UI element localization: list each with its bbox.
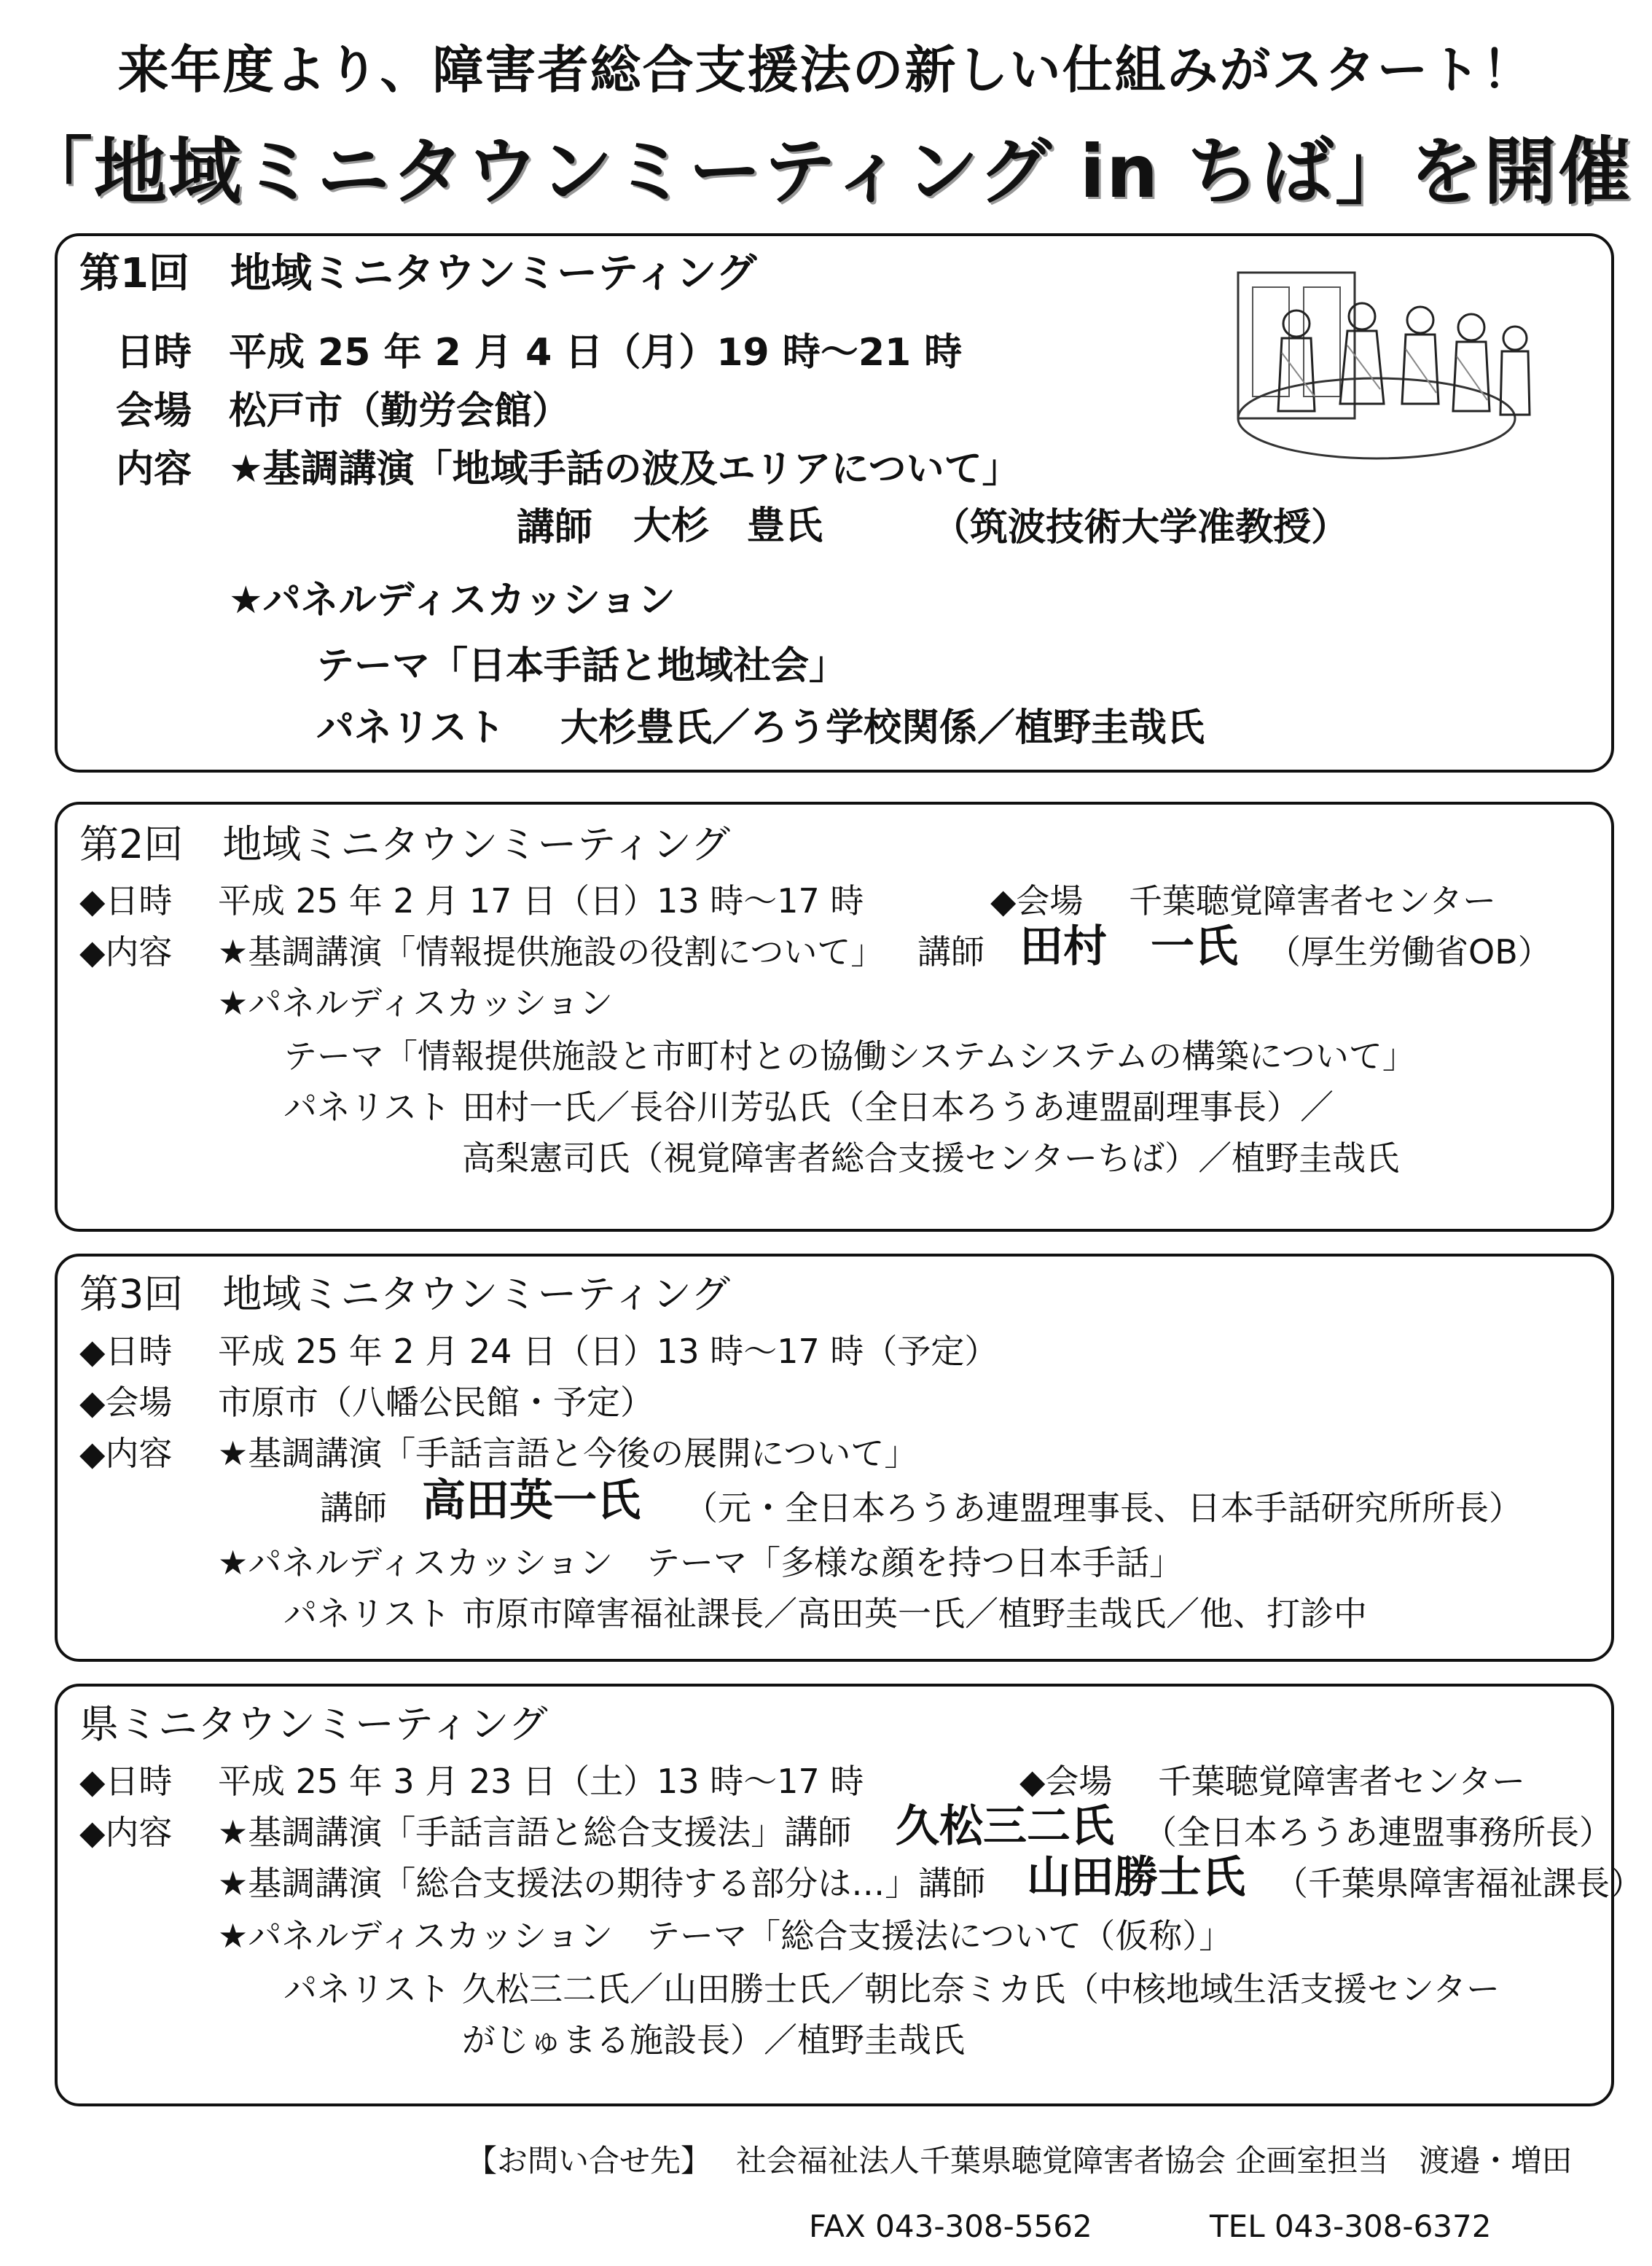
meeting-2-date: 平成 25 年 2 月 17 日（日）13 時～17 時 — [218, 881, 864, 921]
meeting-1-content-label: 内容 — [116, 448, 192, 491]
meeting-3-panelists: 市原市障害福祉課長／高田英一氏／植野圭哉氏／他、打診中 — [462, 1594, 1367, 1633]
meeting-1-box — [55, 233, 1614, 773]
meeting-4-date: 平成 25 年 3 月 23 日（土）13 時～17 時 — [218, 1762, 864, 1801]
meeting-2-panelists-2: 高梨憲司氏（視覚障害者総合支援センターちば）／植野圭哉氏 — [462, 1138, 1400, 1178]
meeting-4-keynote-1: ★基調講演「手話言語と総合支援法」講師 — [218, 1813, 852, 1852]
meeting-1-panel: ★パネルディスカッション — [229, 579, 676, 622]
meeting-2-lecturer-label: 講師 — [917, 932, 984, 972]
meeting-2-venue-label: ◆会場 — [990, 881, 1084, 921]
meeting-1-venue-label: 会場 — [116, 389, 192, 433]
meeting-3-date-label: ◆日時 — [79, 1332, 173, 1371]
meeting-1-date: 平成 25 年 2 月 4 日（月）19 時～21 時 — [229, 331, 963, 375]
meeting-2-panel: ★パネルディスカッション — [218, 983, 614, 1023]
meeting-3-box — [55, 1254, 1614, 1662]
meeting-4-lecturer-1-name: 久松三二氏 — [896, 1801, 1114, 1852]
meeting-2-content-label: ◆内容 — [79, 932, 173, 972]
meeting-3-content-label: ◆内容 — [79, 1434, 173, 1473]
contact-organization: 社会福祉法人千葉県聴覚障害者協会 企画室担当 渡邉・増田 — [736, 2143, 1573, 2179]
meeting-1-title: 第1回 地域ミニタウンミーティング — [79, 250, 757, 297]
meeting-1-theme: テーマ「日本手話と地域社会」 — [316, 644, 847, 688]
meeting-4-panelists-label: パネリスト — [283, 1969, 451, 2009]
meeting-4-lecturer-2-name: 山田勝士氏 — [1027, 1852, 1245, 1903]
meeting-2-venue: 千葉聴覚障害者センター — [1129, 881, 1497, 921]
meeting-3-keynote: ★基調講演「手話言語と今後の展開について」 — [218, 1434, 918, 1473]
meeting-3-venue-label: ◆会場 — [79, 1383, 173, 1422]
meeting-3-lecturer-name: 高田英一氏 — [422, 1475, 641, 1526]
meeting-1-keynote: ★基調講演「地域手話の波及エリアについて」 — [229, 448, 1020, 491]
meeting-4-panel: ★パネルディスカッション テーマ「総合支援法について（仮称）」 — [218, 1916, 1233, 1956]
meeting-1-venue: 松戸市（勤労会館） — [229, 389, 571, 433]
meeting-2-title: 第2回 地域ミニタウンミーティング — [79, 821, 730, 867]
meeting-4-lecturer-2-note: （千葉県障害福祉課長） — [1275, 1864, 1643, 1903]
meeting-2-panelists-1: 田村一氏／長谷川芳弘氏（全日本ろうあ連盟副理事長）／ — [462, 1087, 1334, 1127]
meeting-4-date-label: ◆日時 — [79, 1762, 173, 1801]
meeting-4-keynote-2: ★基調講演「総合支援法の期待する部分は…」講師 — [218, 1864, 986, 1903]
meeting-1-date-label: 日時 — [116, 331, 192, 375]
meeting-1-panelists: 大杉豊氏／ろう学校関係／植野圭哉氏 — [560, 706, 1205, 750]
meeting-2-panelists-label: パネリスト — [283, 1087, 451, 1127]
meeting-3-lecturer-note: （元・全日本ろうあ連盟理事長、日本手話研究所所長） — [684, 1488, 1522, 1528]
meeting-3-title: 第3回 地域ミニタウンミーティング — [79, 1271, 730, 1317]
meeting-4-title: 県ミニタウンミーティング — [79, 1701, 548, 1747]
contact-fax: FAX 043-308-5562 — [809, 2208, 1092, 2244]
header-subtitle: 来年度より、障害者総合支援法の新しい仕組みがスタート！ — [117, 40, 1535, 100]
meeting-3-panel: ★パネルディスカッション テーマ「多様な顔を持つ日本手話」 — [218, 1543, 1183, 1582]
meeting-illustration — [1209, 265, 1544, 469]
meeting-4-lecturer-1-note: （全日本ろうあ連盟事務所長） — [1143, 1813, 1613, 1852]
meeting-3-venue: 市原市（八幡公民館・予定） — [218, 1383, 654, 1422]
meeting-2-lecturer-name: 田村 一氏 — [1019, 921, 1238, 972]
meeting-4-panelists-2: がじゅまる施設長）／植野圭哉氏 — [462, 2020, 965, 2060]
meeting-2-keynote: ★基調講演「情報提供施設の役割について」 — [218, 932, 885, 972]
meeting-1-panelists-label: パネリスト — [316, 706, 505, 750]
meeting-4-venue: 千葉聴覚障害者センター — [1158, 1762, 1526, 1801]
meeting-4-content-label: ◆内容 — [79, 1813, 173, 1852]
meeting-4-venue-label: ◆会場 — [1019, 1762, 1113, 1801]
meeting-4-box — [55, 1684, 1643, 2106]
meeting-4-panelists-1: 久松三二氏／山田勝士氏／朝比奈ミカ氏（中核地域生活支援センター — [462, 1969, 1500, 2009]
meeting-1-lecturer-label: 講師 — [517, 506, 593, 550]
meeting-2-box — [55, 802, 1614, 1232]
meeting-3-date: 平成 25 年 2 月 24 日（日）13 時～17 時（予定） — [218, 1332, 998, 1371]
meeting-2-date-label: ◆日時 — [79, 881, 173, 921]
meeting-3-panelists-label: パネリスト — [283, 1594, 451, 1633]
meeting-1-lecturer-note: （筑波技術大学准教授） — [932, 506, 1350, 550]
contact-label: 【お問い合せ先】 — [466, 2143, 712, 2179]
contact-tel: TEL 043-308-6372 — [1210, 2208, 1492, 2244]
meeting-1-lecturer-name: 大杉 豊氏 — [633, 504, 823, 548]
meeting-2-lecturer-note: （厚生労働省OB） — [1267, 932, 1551, 972]
header-title: 「地域ミニタウンミーティング in ちば」を開催 — [19, 129, 1633, 214]
meeting-2-theme: テーマ「情報提供施設と市町村との協働システムシステムの構築について」 — [283, 1036, 1416, 1076]
meeting-3-lecturer-label: 講師 — [320, 1488, 387, 1528]
